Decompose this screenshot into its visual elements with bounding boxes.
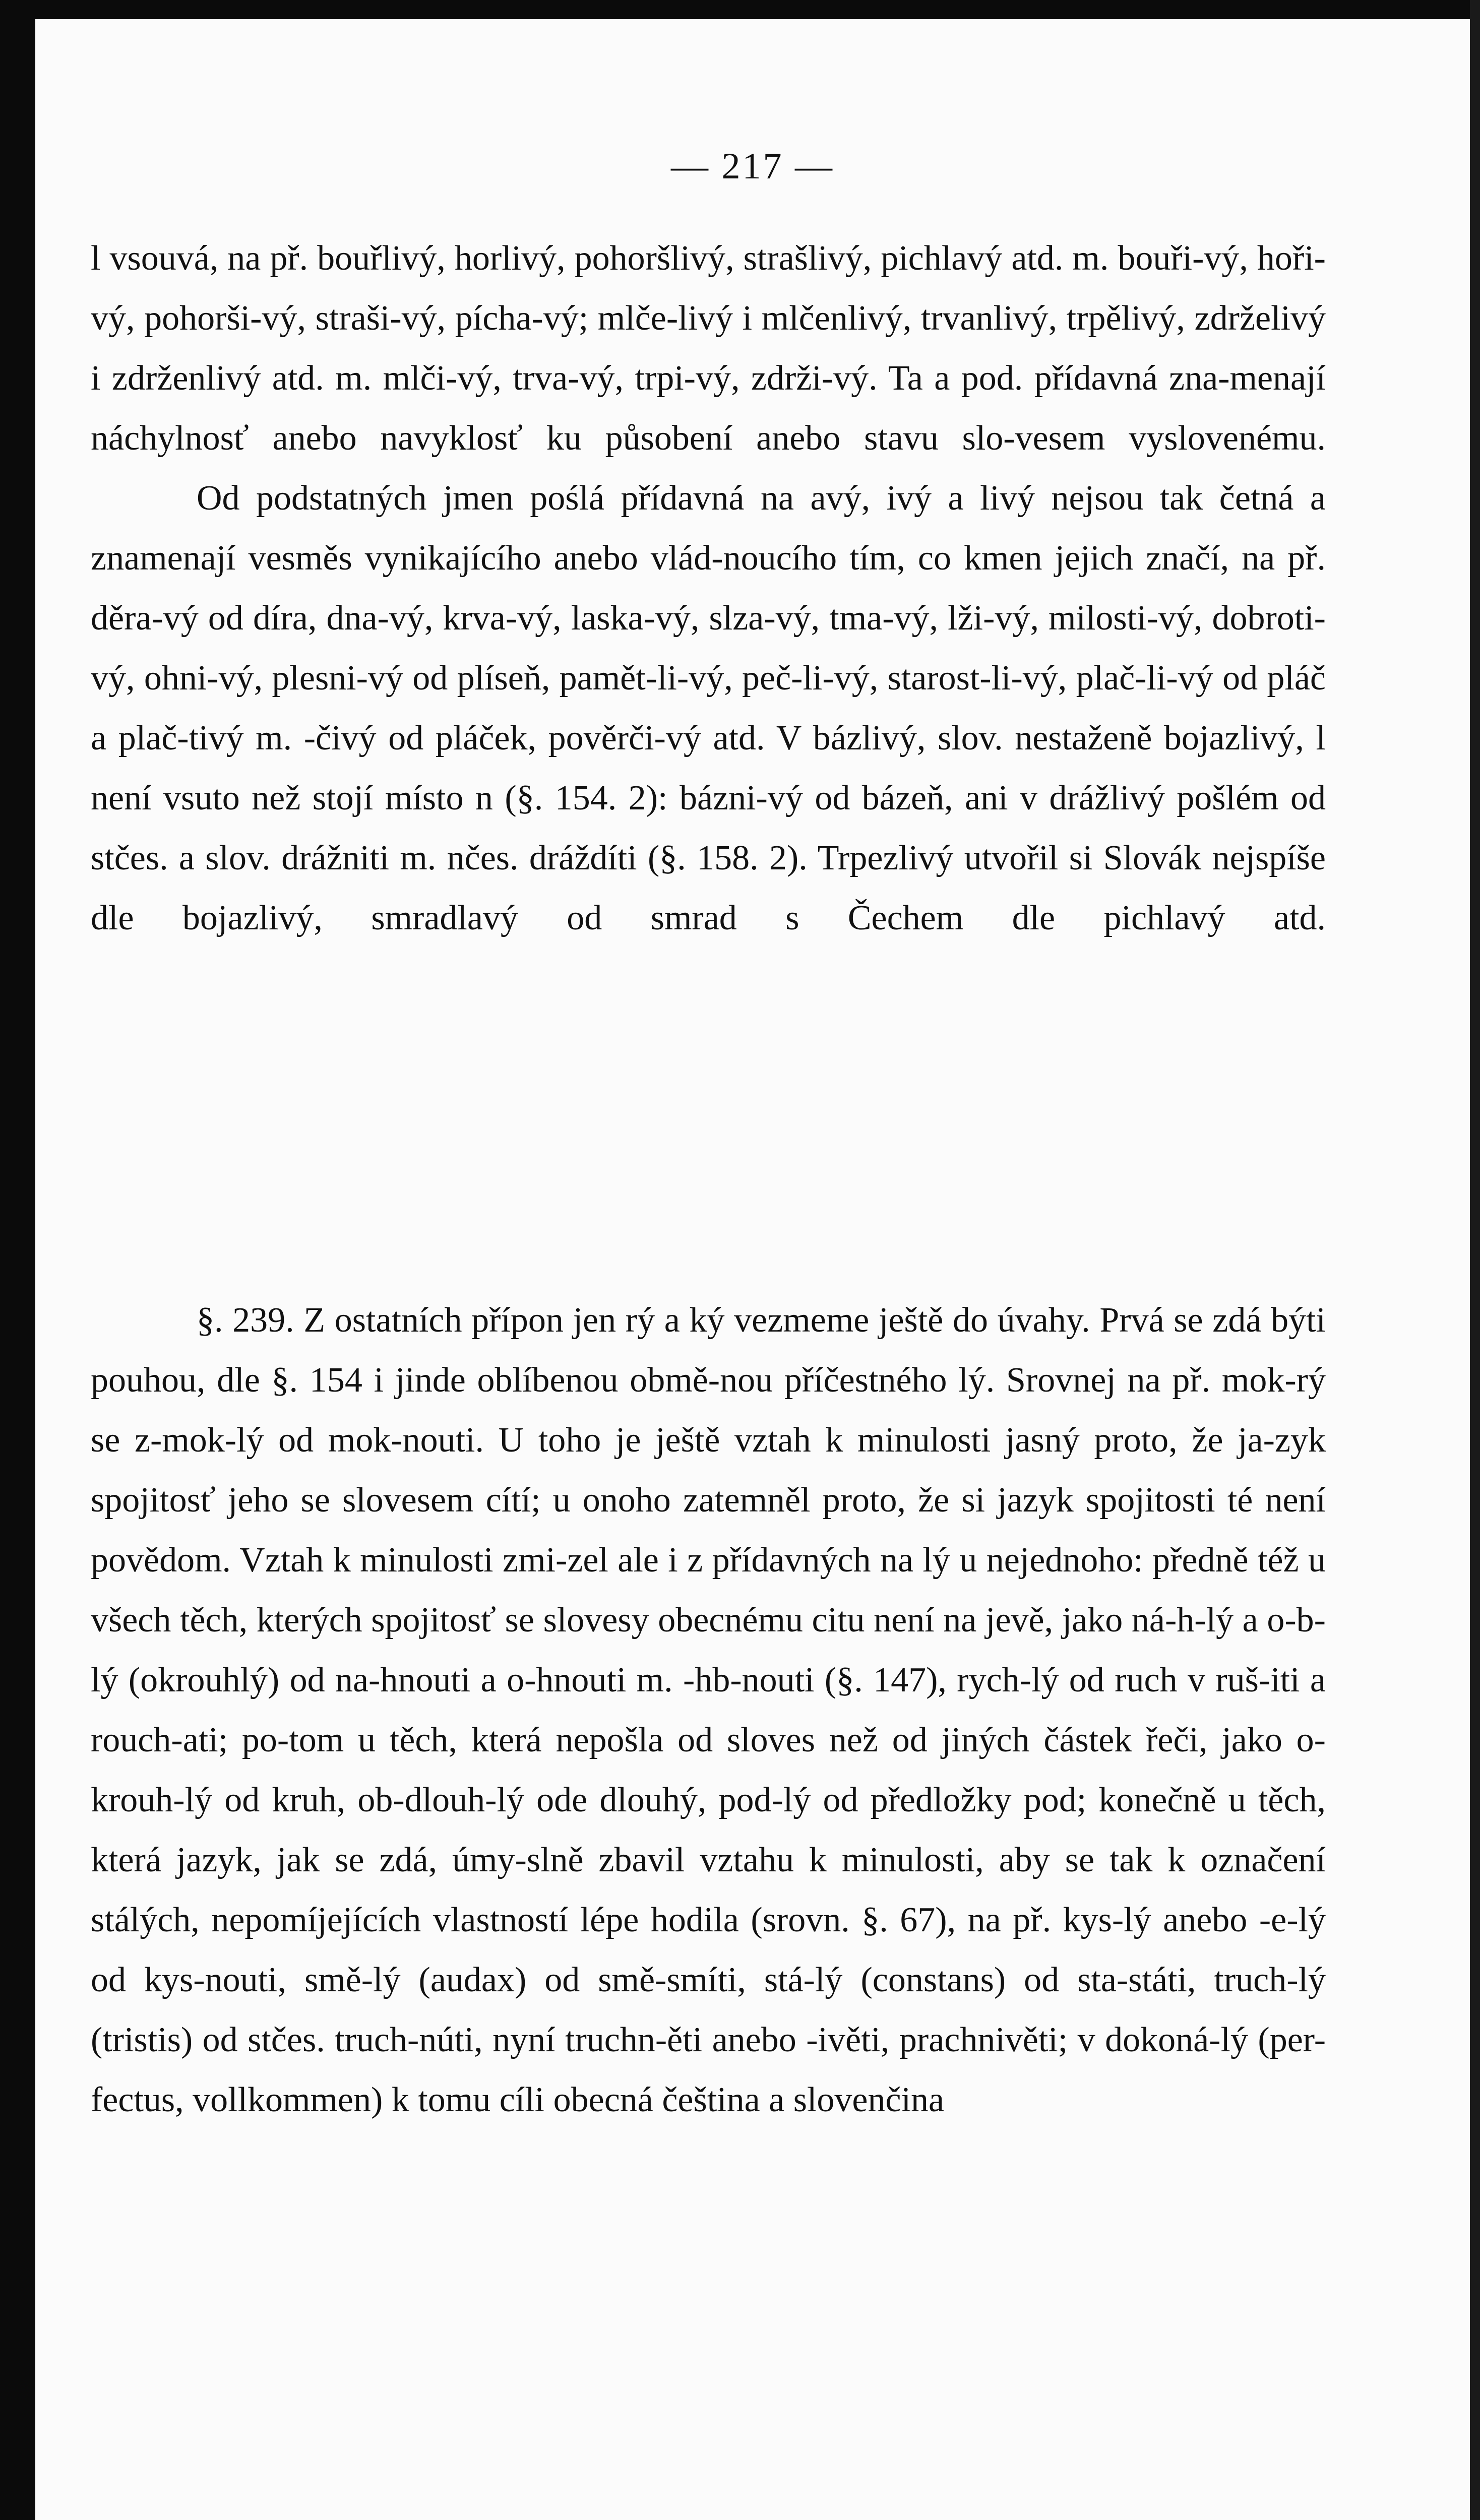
paragraph-adjectives: Od podstatných jmen poślá přídavná na avý, ivý a livý nejsou tak četná a znamenají vesměs vynikajícího anebo vlád-noucího tím, co kmen jejich značí, na př. děra-vý od díra, dna-vý, krva-vý, laska-vý, slza-vý, tma-vý, lži-vý, milosti-vý, dobroti-vý, ohni-vý, plesni-vý od plíseň, pamět-li-vý, peč-li-vý, starost-li-vý, plač-li-vý od pláč a plač-tivý m. -čivý od pláček, pověrči-vý atd. V bázlivý, slov. nestaženě bojazlivý, l není vsuto než stojí místo n (§. 154. 2): bázni-vý od bázeň, ani v drážlivý pošlém od stčes. a slov. drážniti m. nčes. dráždíti (§. 158. 2). Trpezlivý utvořil si Slovák nejspíše dle bojazlivý, smradlavý od smrad s Čechem dle pichlavý atd. (91, 479, 1326, 937)
book-page (35, 19, 1470, 2520)
paragraph-continuation: l vsouvá, na př. bouřlivý, horlivý, pohoršlivý, strašlivý, pichlavý atd. m. bouři-vý, hoři-vý, pohorši-vý, straši-vý, pícha-vý; mlče-livý i mlčenlivý, trvanlivý, trpělivý, zdrželivý i zdrženlivý atd. m. mlči-vý, trva-vý, trpi-vý, zdrži-vý. Ta a pod. přídavná zna-menají náchylnosť anebo navyklosť ku působení anebo stavu slo-vesem vyslovenému. (91, 239, 1326, 458)
scan-border-right (1470, 0, 1480, 2520)
text-block-upper (91, 228, 1326, 948)
scan-border-top (0, 0, 1480, 19)
text-block-section-239 (91, 1290, 1326, 2130)
scan-border-left (0, 0, 35, 2520)
paragraph-section-239: §. 239. Z ostatních přípon jen rý a ký vezmeme ještě do úvahy. Prvá se zdá býti pouhou, dle §. 154 i jinde oblíbenou obmě-nou příčestného lý. Srovnej na př. mok-rý se z-mok-lý od mok-nouti. U toho je ještě vztah k minulosti jasný proto, že ja-zyk spojitosť jeho se slovesem cítí; u onoho zatemněl proto, že si jazyk spojitosti té není povědom. Vztah k minulosti zmi-zel ale i z přídavných na lý u nejednoho: předně též u všech těch, kterých spojitosť se slovesy obecnému citu není na jevě, jako ná-h-lý a o-b-lý (okrouhlý) od na-hnouti a o-hnouti m. -hb-nouti (§. 147), rych-lý od ruch v ruš-iti a rouch-ati; po-tom u těch, která nepošla od sloves než od jiných částek řeči, jako o-krouh-lý od kruh, ob-dlouh-lý ode dlouhý, pod-lý od předložky pod; konečně u těch, která jazyk, jak se zdá, úmy-slně zbavil vztahu k minulosti, aby se tak k označení stálých, nepomíjejících vlastností lépe hodila (srovn. §. 67), na př. kys-lý anebo -e-lý od kys-nouti, smě-lý (audax) od smě-smíti, stá-lý (constans) od sta-státi, truch-lý (tristis) od stčes. truch-núti, nyní truchn-ěti anebo -ivěti, prachnivěti; v dokoná-lý (per-fectus, vollkommen) k tomu cíli obecná čeština a slovenčina (91, 1301, 1326, 2119)
page-number: — 217 — (671, 146, 834, 187)
